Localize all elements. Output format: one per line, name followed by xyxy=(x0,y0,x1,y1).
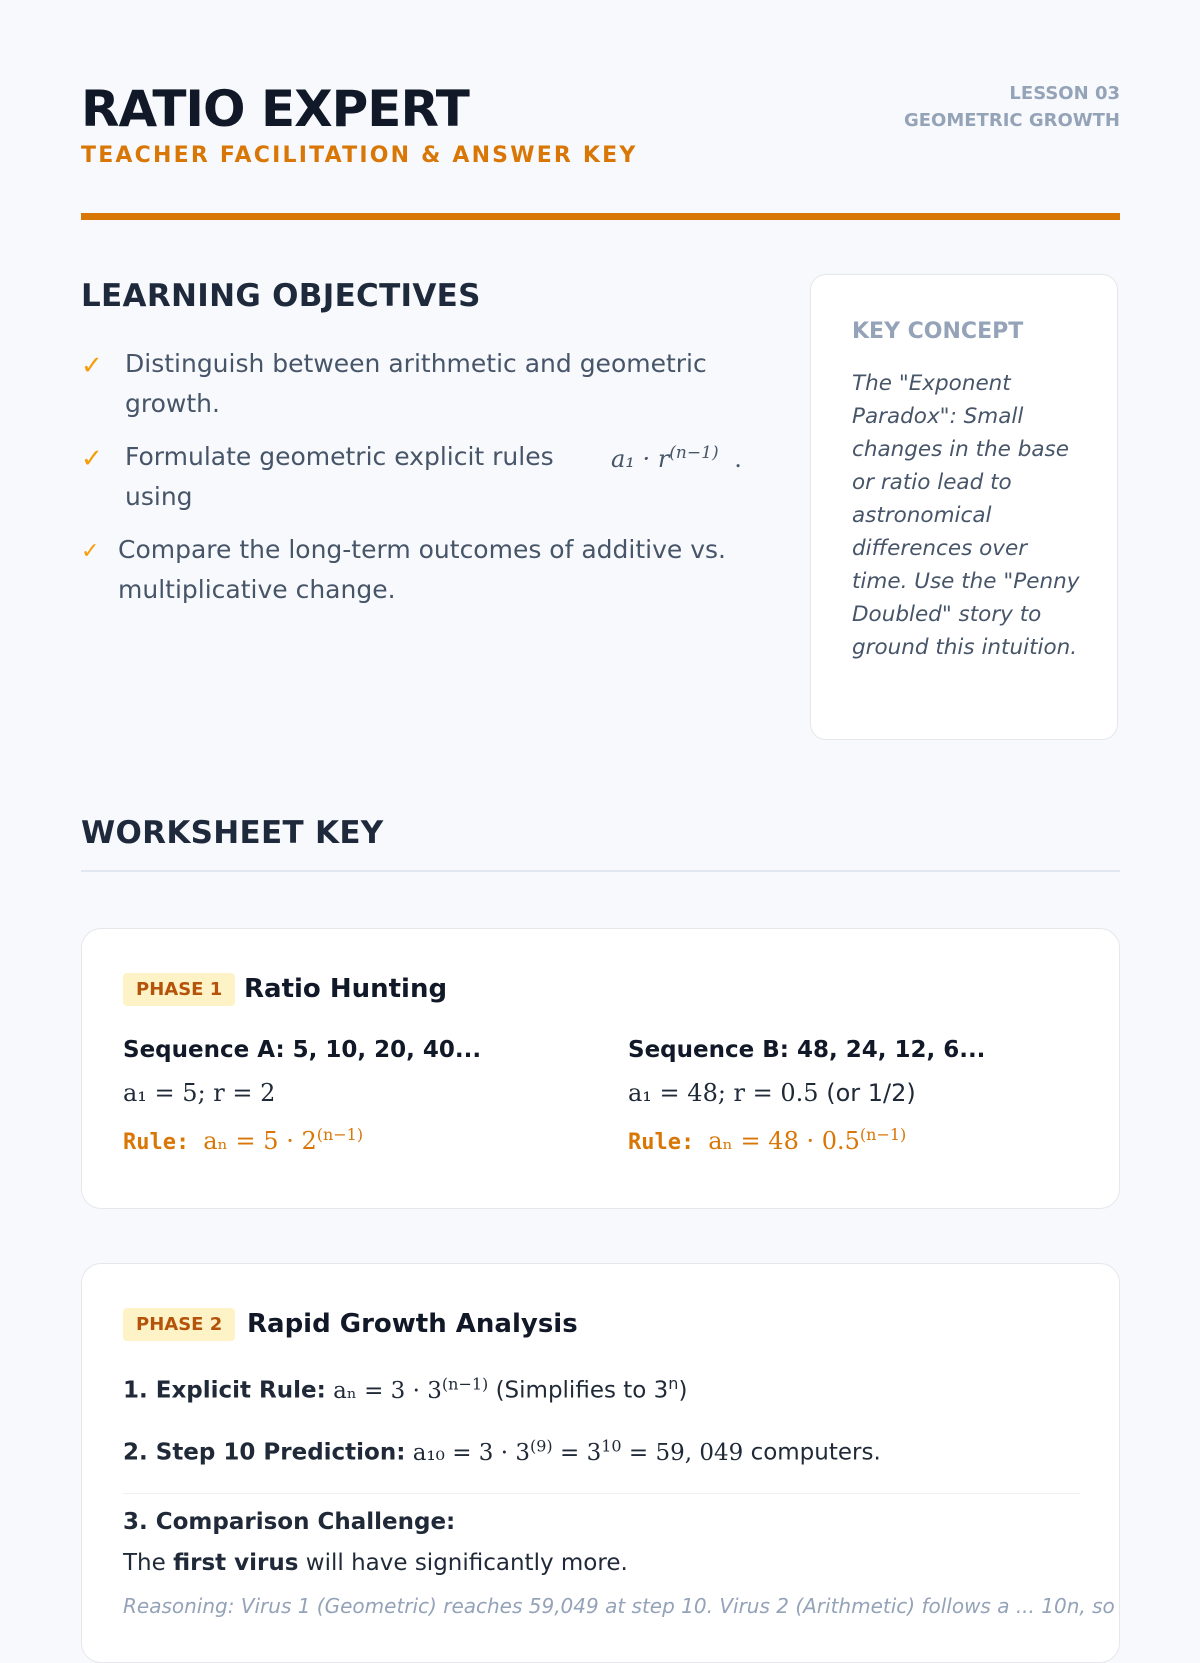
check-icon: ✓ xyxy=(81,444,103,474)
objective-item xyxy=(81,437,781,517)
page-subtitle: TEACHER FACILITATION & ANSWER KEY xyxy=(81,143,638,168)
header-accent-rule xyxy=(81,213,1120,220)
objective-text: Distinguish between arithmetic and geometric growth. xyxy=(125,349,707,418)
phase-badge: PHASE 1 xyxy=(123,973,235,1006)
sequence-b-values: a₁ = 48; r = 0.5 (or 1/2) xyxy=(628,1079,916,1107)
key-concept-card xyxy=(810,274,1118,740)
comparison-reasoning: Reasoning: Virus 1 (Geometric) reaches 59,049 at step 10. Virus 2 (Arithmetic) follows a ... 10n, so xyxy=(123,1594,1115,1618)
objective-formula: $a_1 \cdot r^{(n-1)}$ . xyxy=(611,443,742,473)
key-concept-text: The "Exponent Paradox": Small changes in the base or ratio lead to astronomical differences over time. Use the "Penny Doubled" story to ground this intuition. xyxy=(852,371,1080,660)
page-header xyxy=(81,80,1120,220)
phase-badge: PHASE 2 xyxy=(123,1308,235,1341)
objective-text: Formulate geometric explicit rules using xyxy=(125,442,554,511)
sequence-a-rule: Rule: $a_n = 5 \cdot 2^{(n-1)}$ xyxy=(123,1125,364,1155)
check-icon: ✓ xyxy=(81,351,103,381)
key-concept-label: KEY CONCEPT xyxy=(852,319,1024,344)
sequence-a-label: Sequence A: 5, 10, 20, 40... xyxy=(123,1037,482,1063)
comparison-challenge-label: 3. Comparison Challenge: xyxy=(123,1509,456,1535)
explicit-rule-answer: 1. Explicit Rule: $a_n = 3 \cdot 3^{(n-1)}$ (Simplifies to 3$^n$) xyxy=(123,1374,688,1404)
sequence-b-rule: Rule: $a_n = 48 \cdot 0.5^{(n-1)}$ xyxy=(628,1125,907,1155)
phase-title: Ratio Hunting xyxy=(244,974,448,1004)
comparison-answer: The first virus will have significantly more. xyxy=(123,1550,628,1576)
phase-title: Rapid Growth Analysis xyxy=(247,1309,578,1339)
objective-item xyxy=(81,344,781,424)
worksheet-heading: WORKSHEET KEY xyxy=(81,815,384,851)
phase-1-card xyxy=(81,928,1120,1209)
objectives-list xyxy=(81,344,781,623)
objectives-heading: LEARNING OBJECTIVES xyxy=(81,278,481,314)
phase-2-card xyxy=(81,1263,1120,1663)
lesson-topic: GEOMETRIC GROWTH xyxy=(903,110,1120,131)
sequence-b-label: Sequence B: 48, 24, 12, 6... xyxy=(628,1037,986,1063)
page-title: RATIO EXPERT xyxy=(81,80,469,138)
objective-item xyxy=(81,530,781,610)
objective-text: Compare the long-term outcomes of additive vs. multiplicative change. xyxy=(118,535,726,604)
phase-2-divider xyxy=(123,1493,1080,1494)
check-icon: ✓ xyxy=(81,539,100,564)
sequence-a-values: a₁ = 5; r = 2 xyxy=(123,1079,276,1107)
lesson-info xyxy=(904,80,1120,134)
lesson-number: LESSON 03 xyxy=(1009,83,1120,104)
section-divider xyxy=(81,870,1120,872)
answer-key-page xyxy=(81,0,1120,1618)
step-10-prediction: 2. Step 10 Prediction: $a_{10} = 3 \cdot 3^{(9)} = 3^{10} = 59$, 049 computers. xyxy=(123,1436,881,1466)
